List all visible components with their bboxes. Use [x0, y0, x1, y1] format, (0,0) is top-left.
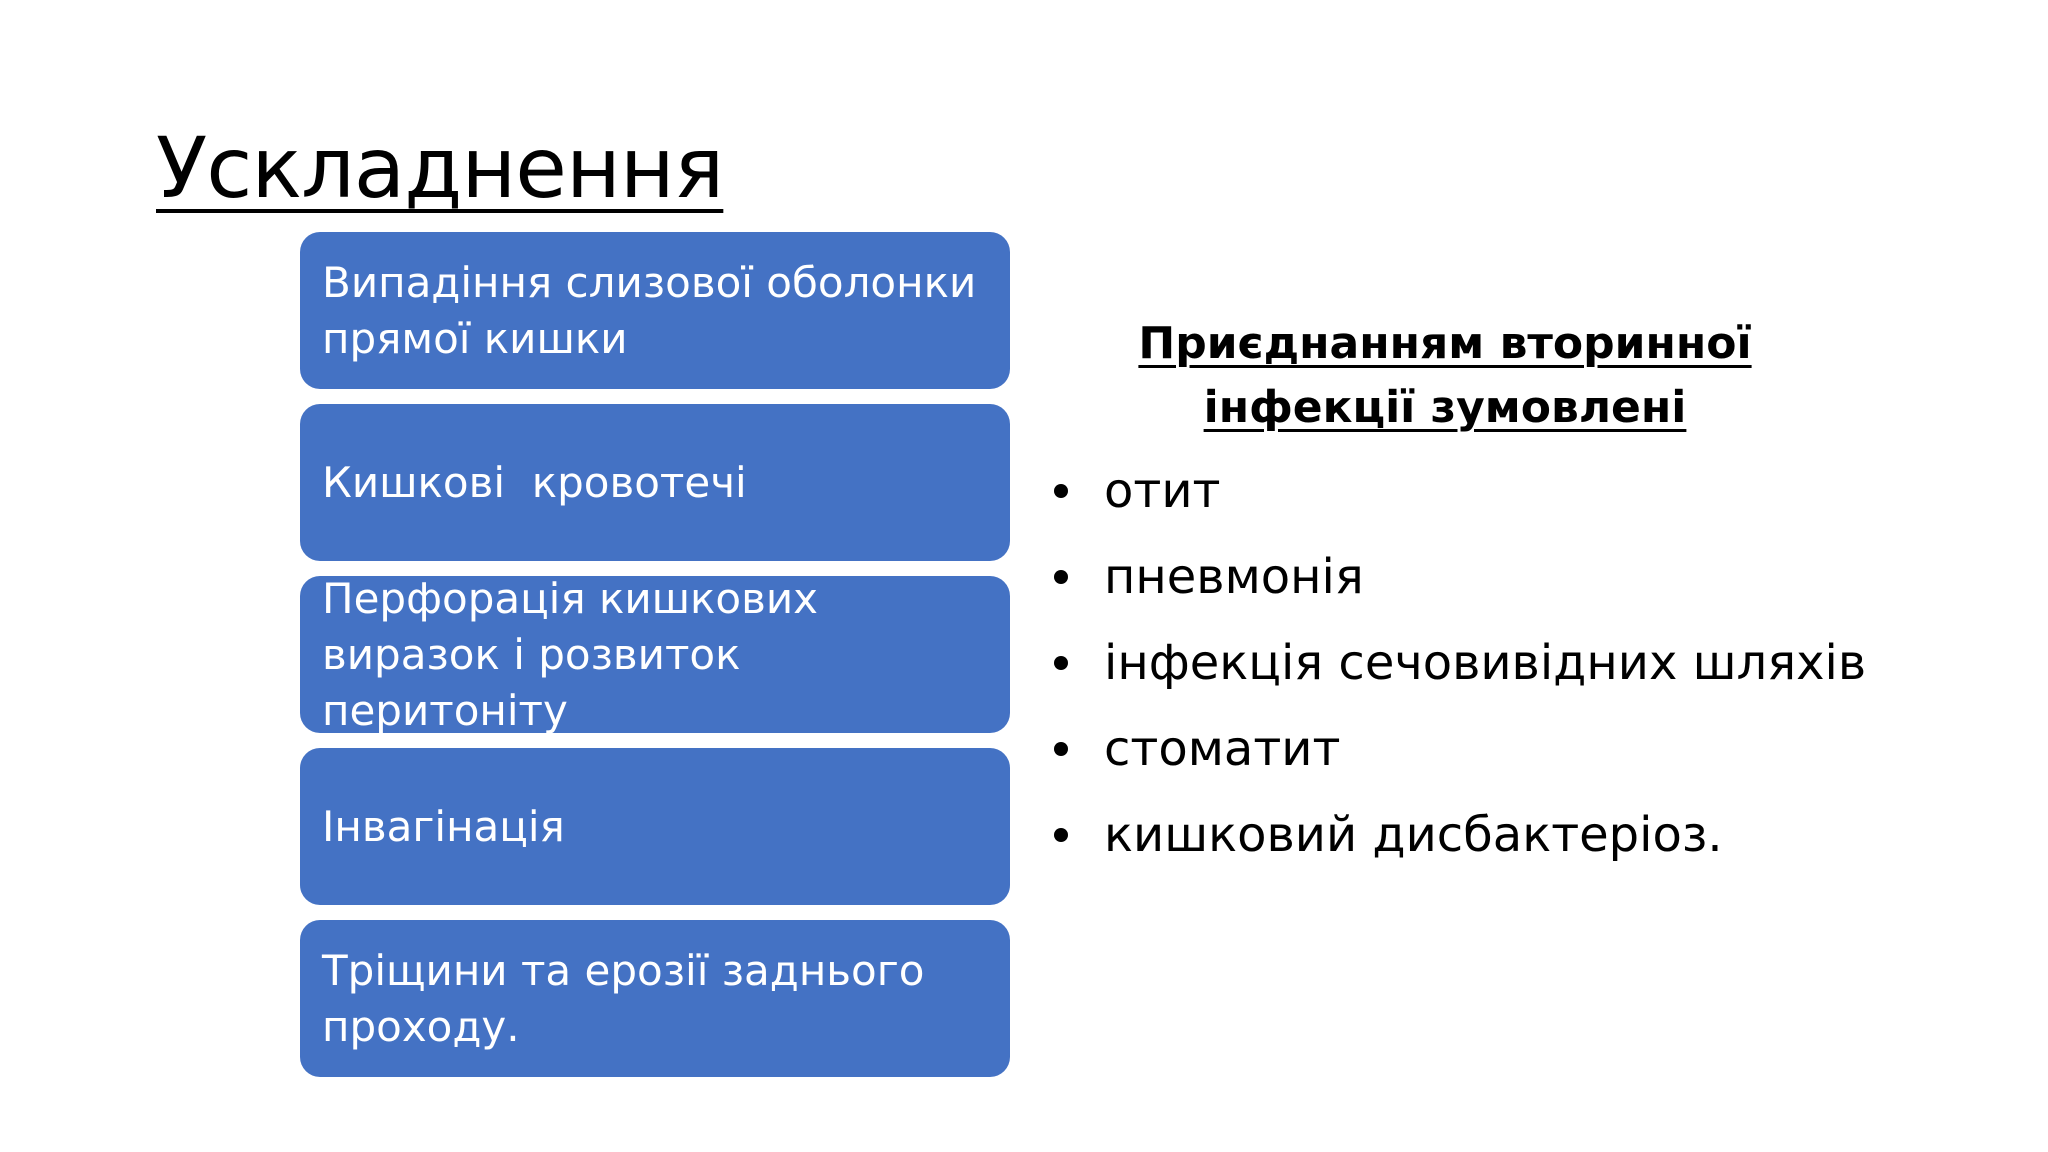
bullet-icon — [1054, 570, 1068, 584]
list-item — [1040, 534, 1980, 620]
list-item-text: інфекція сечовивідних шляхів — [1104, 635, 1867, 691]
complication-box — [300, 748, 1010, 905]
list-item — [1040, 620, 1980, 706]
complication-label: Перфорація кишкових виразок і розвиток перитоніту — [322, 573, 819, 735]
list-item-text: пневмонія — [1104, 549, 1364, 605]
list-item — [1040, 792, 1980, 878]
secondary-infection-heading: Приєднанням вторинної інфекції зумовлені — [1138, 318, 1752, 433]
bullet-icon — [1054, 656, 1068, 670]
complication-label: Кишкові кровотечі — [322, 457, 747, 507]
list-item-text: кишковий дисбактеріоз. — [1104, 807, 1723, 863]
list-item-text: стоматит — [1104, 721, 1341, 777]
secondary-infection-section — [1040, 312, 1980, 878]
secondary-infection-list — [1040, 448, 1980, 878]
bullet-icon — [1054, 484, 1068, 498]
complication-label: Інвагінація — [322, 801, 565, 851]
list-item — [1040, 448, 1980, 534]
complication-label: Випадіння слизової оболонки прямої кишки — [322, 257, 977, 363]
complication-box — [300, 404, 1010, 561]
complications-list — [300, 232, 1010, 1092]
complication-box — [300, 920, 1010, 1077]
complication-label: Тріщини та ерозії заднього проходу. — [322, 945, 925, 1051]
slide-title: Ускладнення — [156, 119, 724, 217]
complication-box — [300, 232, 1010, 389]
bullet-icon — [1054, 828, 1068, 842]
bullet-icon — [1054, 742, 1068, 756]
list-item-text: отит — [1104, 463, 1221, 519]
complication-box — [300, 573, 1010, 735]
list-item — [1040, 706, 1980, 792]
